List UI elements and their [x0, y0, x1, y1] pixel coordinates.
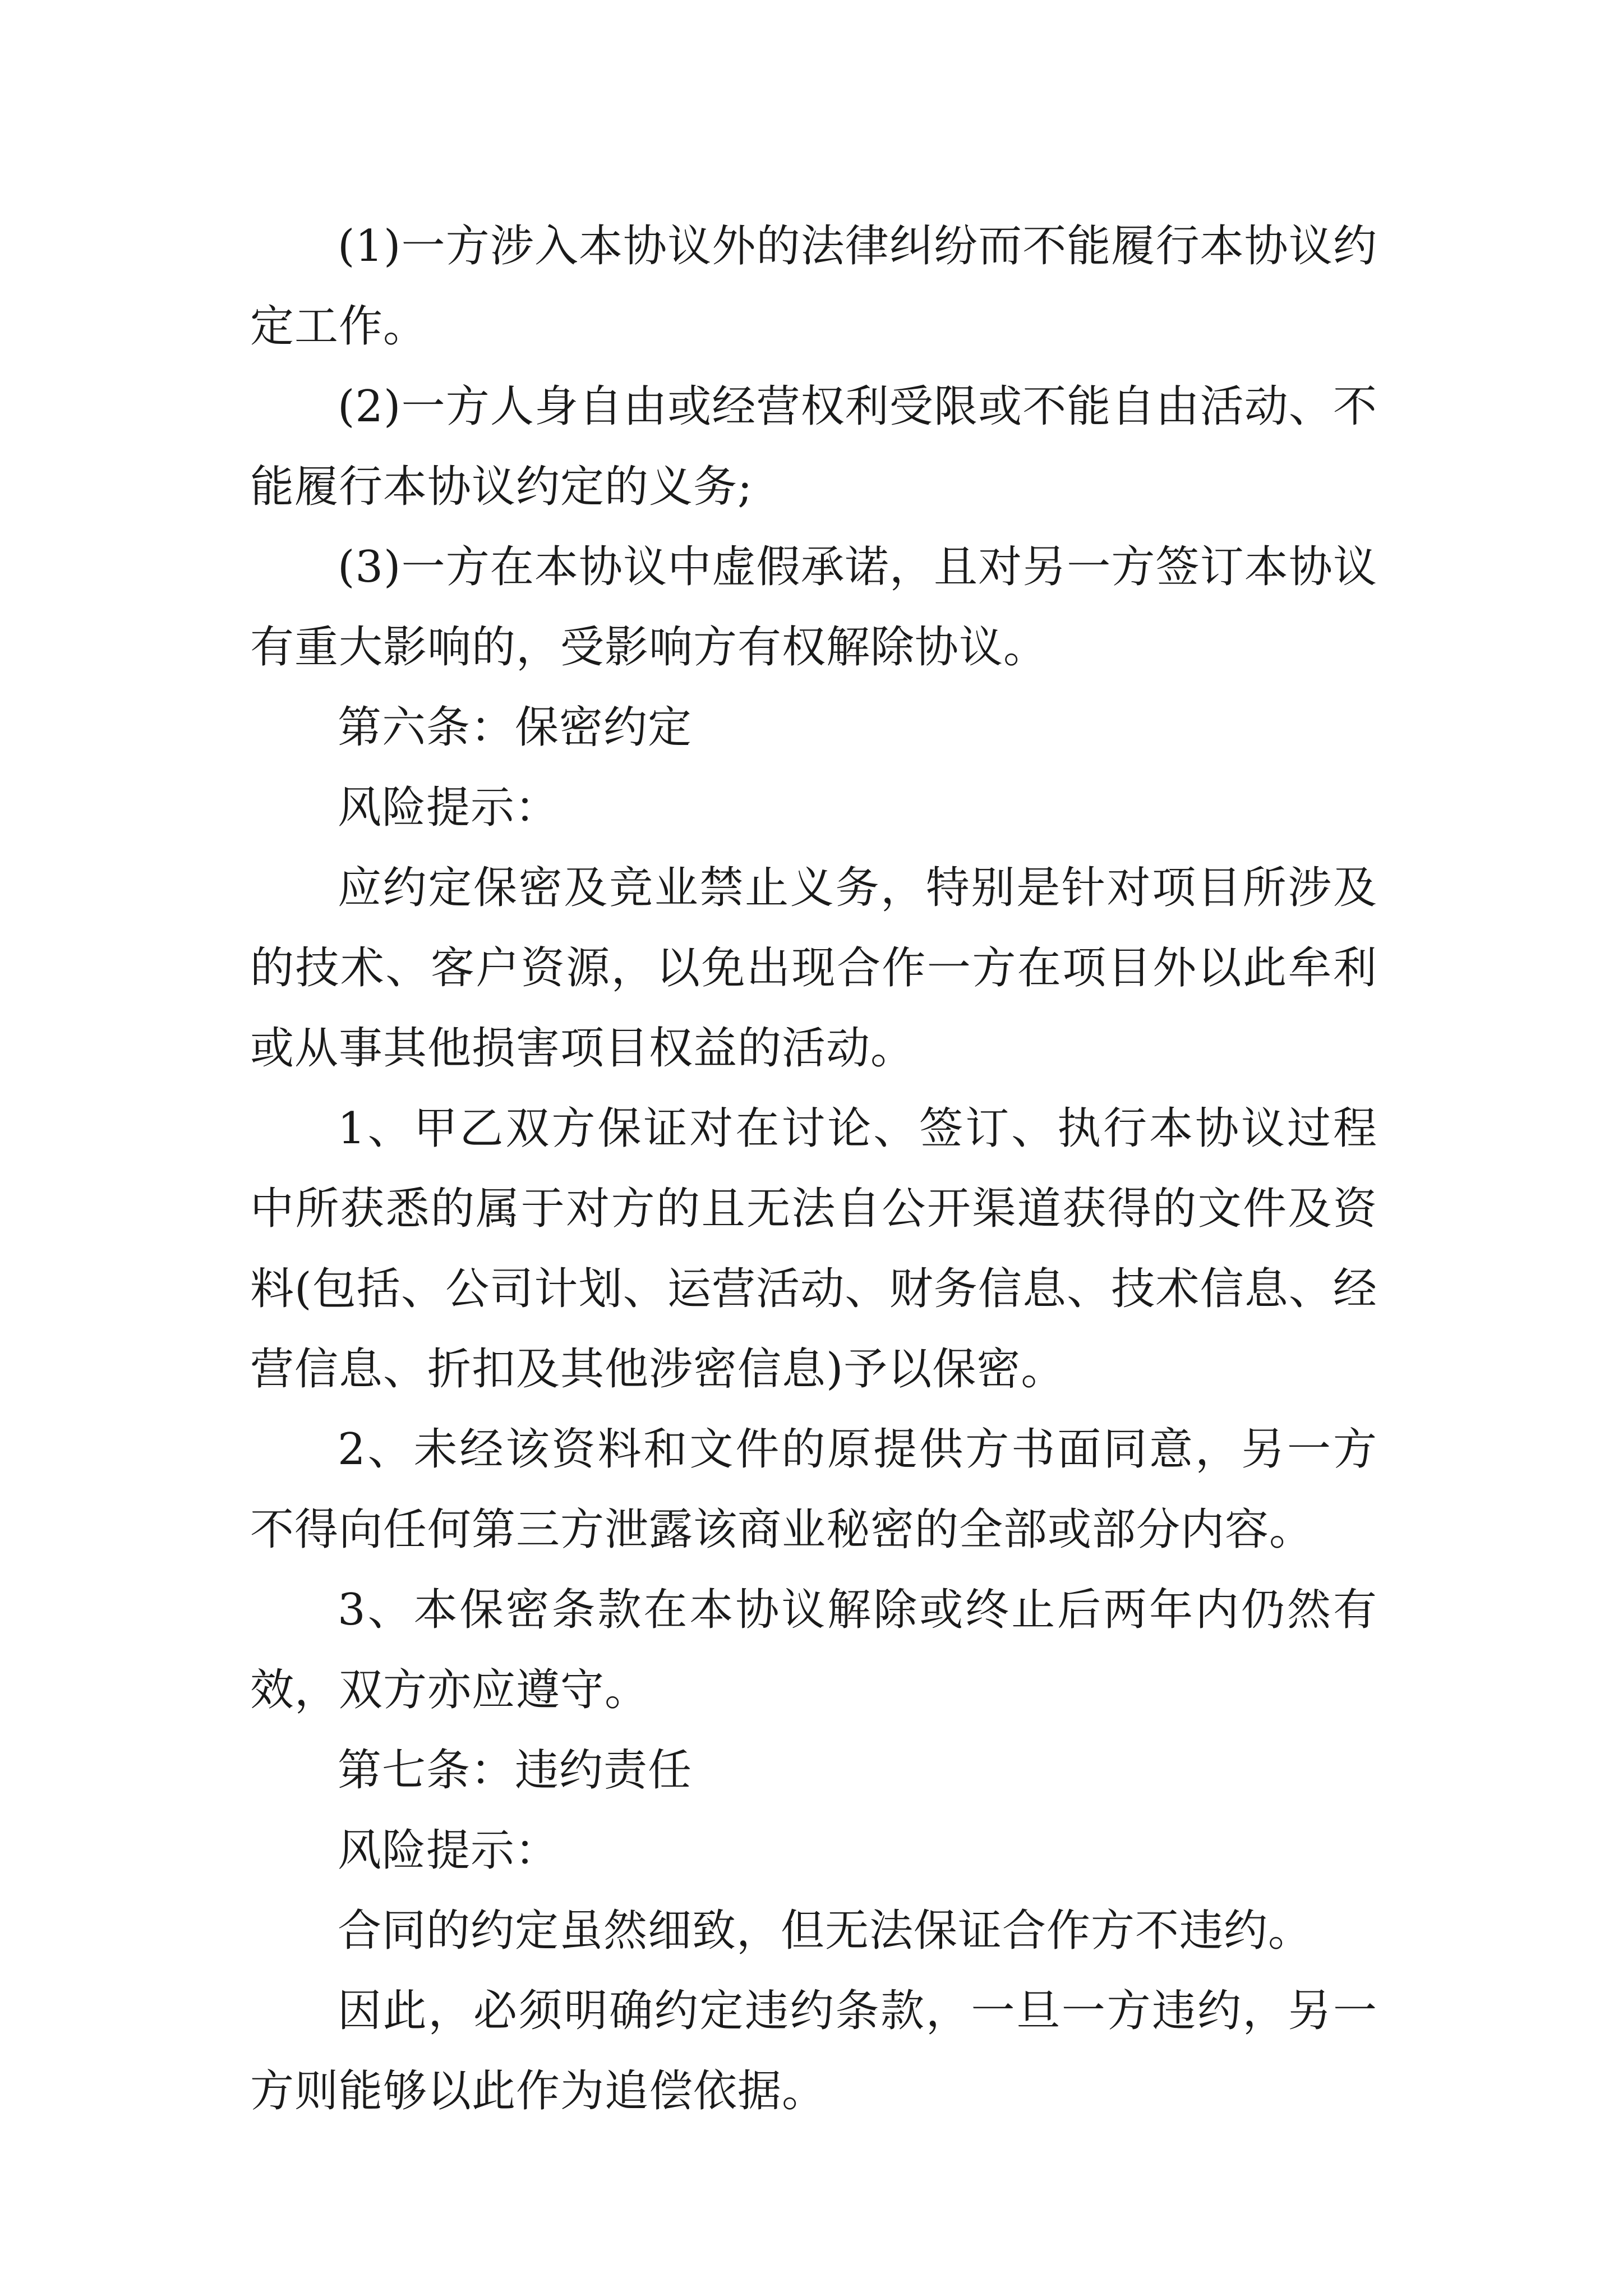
risk-tip-text: 因此，必须明确约定违约条款，一旦一方违约，另一方则能够以此作为追偿依据。	[250, 1986, 1377, 2116]
clause-item-3: (3)一方在本协议中虚假承诺，且对另一方签订本协议有重大影响的，受影响方有权解除协议。	[250, 542, 1377, 673]
clause-item-2: (2)一方人身自由或经营权利受限或不能自由活动、不能履行本协议约定的义务;	[250, 381, 1377, 512]
risk-tip-label: 风险提示：	[338, 783, 560, 833]
confidentiality-clause-3: 3、本保密条款在本协议解除或终止后两年内仍然有效，双方亦应遵守。	[250, 1585, 1377, 1715]
risk-tip-text: 应约定保密及竞业禁止义务，特别是针对项目所涉及的技术、客户资源，以免出现合作一方在项目外以此牟利或从事其他损害项目权益的活动。	[250, 863, 1377, 1074]
section-heading-article-7: 第七条：违约责任	[338, 1745, 693, 1796]
section-heading-article-6: 第六条：保密约定	[338, 702, 693, 753]
risk-tip-text: 合同的约定虽然细致，但无法保证合作方不违约。	[338, 1906, 1313, 1956]
clause-item-1: (1)一方涉入本协议外的法律纠纷而不能履行本协议约定工作。	[250, 221, 1377, 352]
risk-tip-label: 风险提示：	[338, 1825, 560, 1876]
confidentiality-clause-2: 2、未经该资料和文件的原提供方书面同意，另一方不得向任何第三方泄露该商业秘密的全部或部分内容。	[250, 1424, 1377, 1555]
confidentiality-clause-1: 1、甲乙双方保证对在讨论、签订、执行本协议过程中所获悉的属于对方的且无法自公开渠道获得的文件及资料(包括、公司计划、运营活动、财务信息、技术信息、经营信息、折扣及其他涉密信息)予以保密。	[250, 1103, 1377, 1395]
document-body	[250, 206, 1377, 2132]
